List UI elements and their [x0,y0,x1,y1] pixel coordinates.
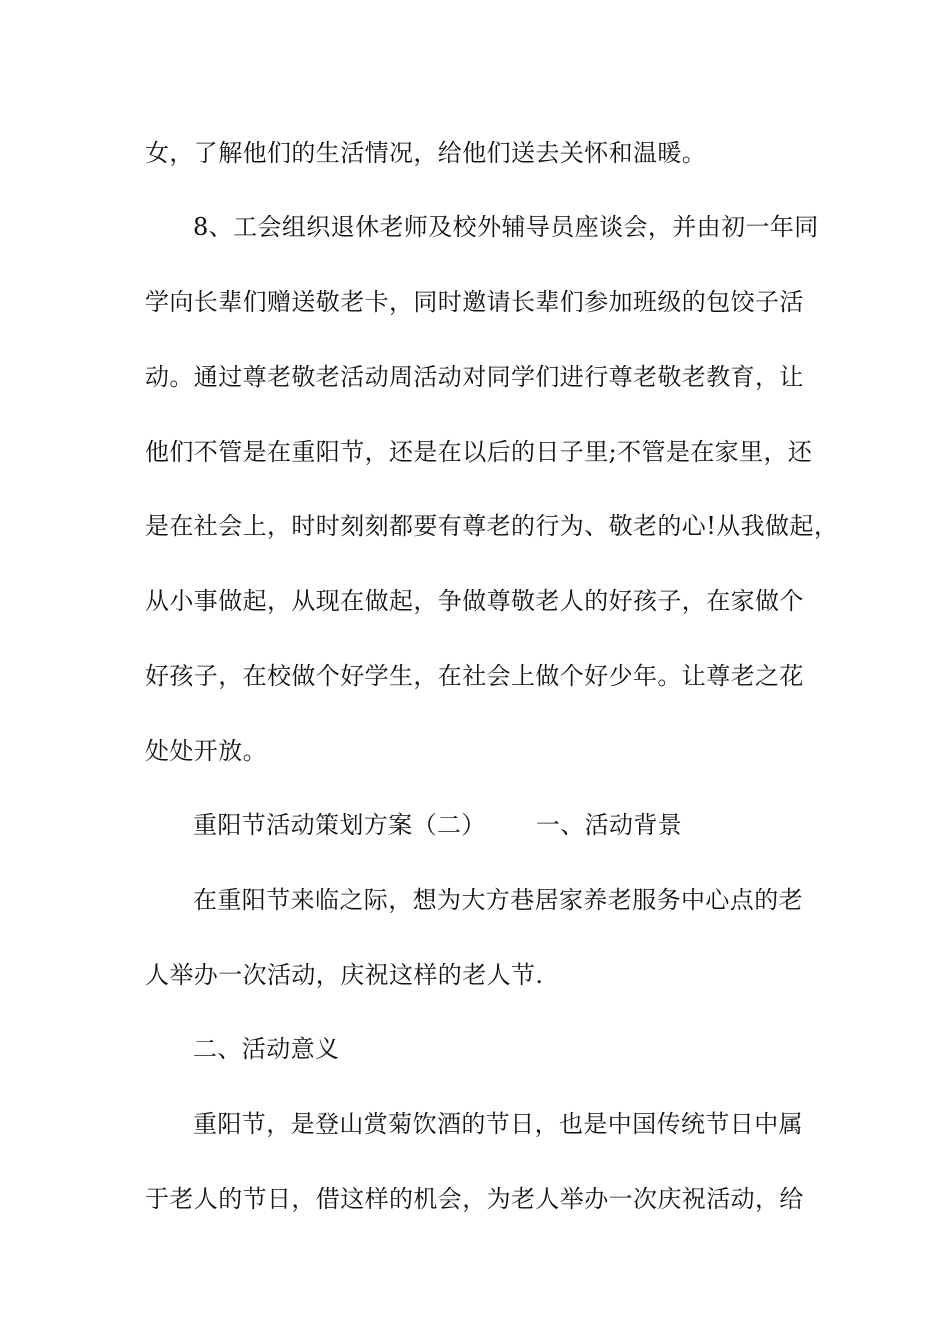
section-title-line [193,809,893,841]
section-heading: 一、活动背景 [535,811,683,839]
paragraph-line: 从小事做起，从现在做起，争做尊敬老人的好孩子，在家做个 [145,587,804,615]
paragraph-line: 好孩子，在校做个好学生，在社会上做个好少年。让尊老之花 [145,662,804,690]
paragraph-line: 他们不管是在重阳节，还是在以后的日子里;不管是在家里，还 [145,438,813,466]
paragraph-line: 8、工会组织退休老师及校外辅导员座谈会，并由初一年同 [193,213,819,241]
paragraph-line: 处处开放。 [145,737,267,765]
section-heading-line: 二、活动意义 [193,1035,340,1063]
paragraph-line: 在重阳节来临之际，想为大方巷居家养老服务中心点的老 [193,886,803,914]
paragraph-line: 女，了解他们的生活情况，给他们送去关怀和温暖。 [145,139,707,167]
paragraph-line: 学向长辈们赠送敬老卡，同时邀请长辈们参加班级的包饺子活 [145,288,804,316]
paragraph-line: 是在社会上，时时刻刻都要有尊老的行为、敬老的心!从我做起， [145,512,839,540]
paragraph-line: 人举办一次活动，庆祝这样的老人节. [145,961,544,989]
paragraph-line: 重阳节，是登山赏菊饮酒的节日，也是中国传统节日中属 [193,1110,803,1138]
paragraph-line: 动。通过尊老敬老活动周活动对同学们进行尊老敬老教育，让 [145,363,804,391]
paragraph-line: 于老人的节日，借这样的机会，为老人举办一次庆祝活动，给 [145,1185,804,1213]
section-title: 重阳节活动策划方案（二） [193,811,486,839]
